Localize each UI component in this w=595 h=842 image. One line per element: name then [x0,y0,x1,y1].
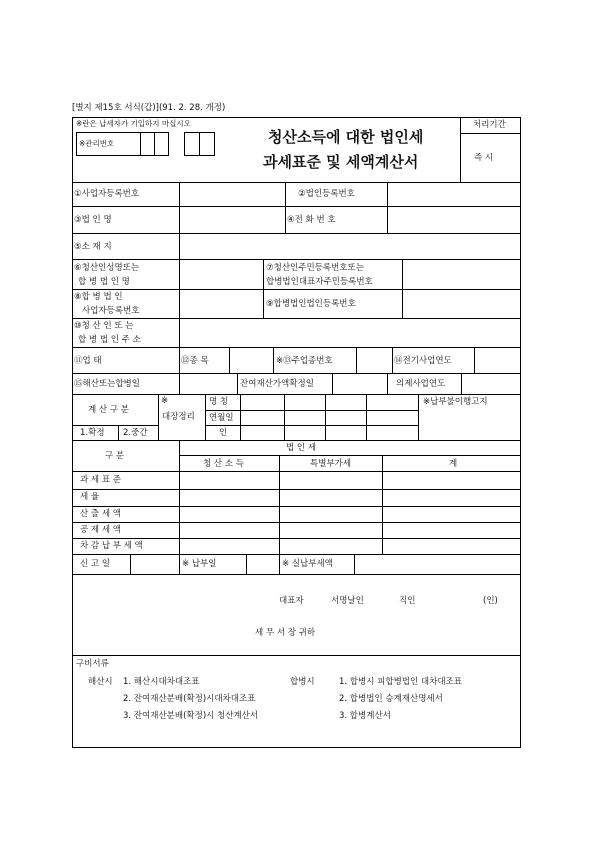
agent-mark: ※ [161,396,169,406]
liquidator-addr-label-1: ⑩청 산 인 또 는 [74,321,134,331]
attachments-title: 구비서류 [76,659,109,669]
merger-label: 합병시 [290,677,315,687]
row-net-payable: 차 감 납 부 세 액 [80,541,143,551]
address-label: ⑤소 재 지 [74,242,112,252]
tax-bill-label: ※납부불이행고지 [423,397,488,407]
dissolution-item-3: 3. 잔여재산분배(확정)시 청산계산서 [123,711,259,721]
merger-item-2: 2. 합병법인 승계재산명세서 [339,694,443,704]
agent-date-label: 연월일 [209,413,234,423]
dissolution-label: 해산시 [88,677,113,687]
liquidator-id-label-1: ⑦청산인주민등록번호또는 [266,263,364,273]
liquidator-addr-label-2: 합 병 법 인 주 소 [78,335,141,345]
main-industry-label: ※⑬주업종번호 [276,356,333,366]
agent-label: 대장정리 [162,412,195,422]
form-number: [별지 제15호 서식(갑)](91. 2. 28. 개정) [72,103,226,113]
agent-name-label: 명 칭 [209,397,229,407]
corp-name-label: ③법 인 명 [74,215,112,225]
seal-label: (인) [483,596,498,606]
phone-label: ④전 화 번 호 [287,215,336,225]
liq-income-header: 청 산 소 득 [203,459,244,469]
agent-seal-label: 인 [219,428,228,438]
deemed-year-label: 의제사업연도 [396,379,446,389]
liquidator-id-label-2: 합병법인대표자주민등록번호 [266,277,373,287]
dissolution-item-1: 1. 해산시대차대조표 [123,677,200,687]
division-header: 구 분 [105,451,125,461]
calc-option-interim[interactable]: 2.중간 [123,428,148,438]
calc-type-label: 계 산 구 분 [88,405,129,415]
form-title-line1: 청산소득에 대한 법인세 [268,128,424,146]
notice-text: ※란은 납세자가 기입하지 마십시오 [76,119,191,128]
row-computed-tax: 산 출 세 액 [80,509,121,519]
category-label: ⑫종 목 [181,356,209,366]
payment-date-label: ※ 납부일 [182,559,217,569]
merger-item-3: 3. 합병계산서 [339,711,391,721]
corp-reg-no-label: ②법인등록번호 [298,189,355,199]
representative-label: 대표자 [279,596,304,606]
addressee-label: 세 무 서 장 귀하 [255,628,316,638]
total-header: 계 [449,459,458,469]
processing-period-label: 처리기간 [473,120,506,130]
residual-date-label: 잔여재산가액확정일 [240,379,314,389]
row-tax-rate: 세 율 [80,492,100,502]
liquidator-name-label-1: ⑥청산인성명또는 [74,263,140,273]
calc-option-final[interactable]: 1.확정 [80,428,105,438]
biz-reg-no-label: ①사업자등록번호 [74,189,140,199]
sign-name-label: 서명날인 [331,596,364,606]
dissolution-date-label: ⑮해산또는합병일 [74,379,140,389]
actual-payment-label: ※ 실납부세액 [282,559,333,569]
management-number-label: ※관리번호 [79,139,115,148]
special-tax-header: 특별부가세 [310,459,352,469]
form-title-line2: 과세표준 및 세액계산서 [263,153,419,171]
business-type-label: ⑪업 태 [74,356,102,366]
row-tax-base: 과 세 표 준 [80,475,121,485]
liquidator-name-label-2: 합 병 법 인 명 [78,277,130,287]
position-label: 직인 [399,596,416,606]
row-deducted-tax: 공 제 세 액 [80,525,121,535]
processing-period-value: 즉 시 [474,153,494,163]
report-date-label: 신 고 일 [80,559,111,569]
dissolution-item-2: 2. 잔여재산분배(확정)시대차대조표 [123,694,256,704]
merger-corp-label-1: ⑧합 병 법 인 [74,292,123,302]
merger-corp-reg-label: ⑨합병법인법인등록번호 [266,299,356,309]
merger-item-1: 1. 합병시 피합병법인 대차대조표 [339,677,462,687]
merger-corp-label-2: 사업자등록번호 [82,306,140,316]
prev-year-label: ⑭전기사업연도 [394,356,452,366]
corp-tax-header: 법 인 세 [286,443,317,453]
